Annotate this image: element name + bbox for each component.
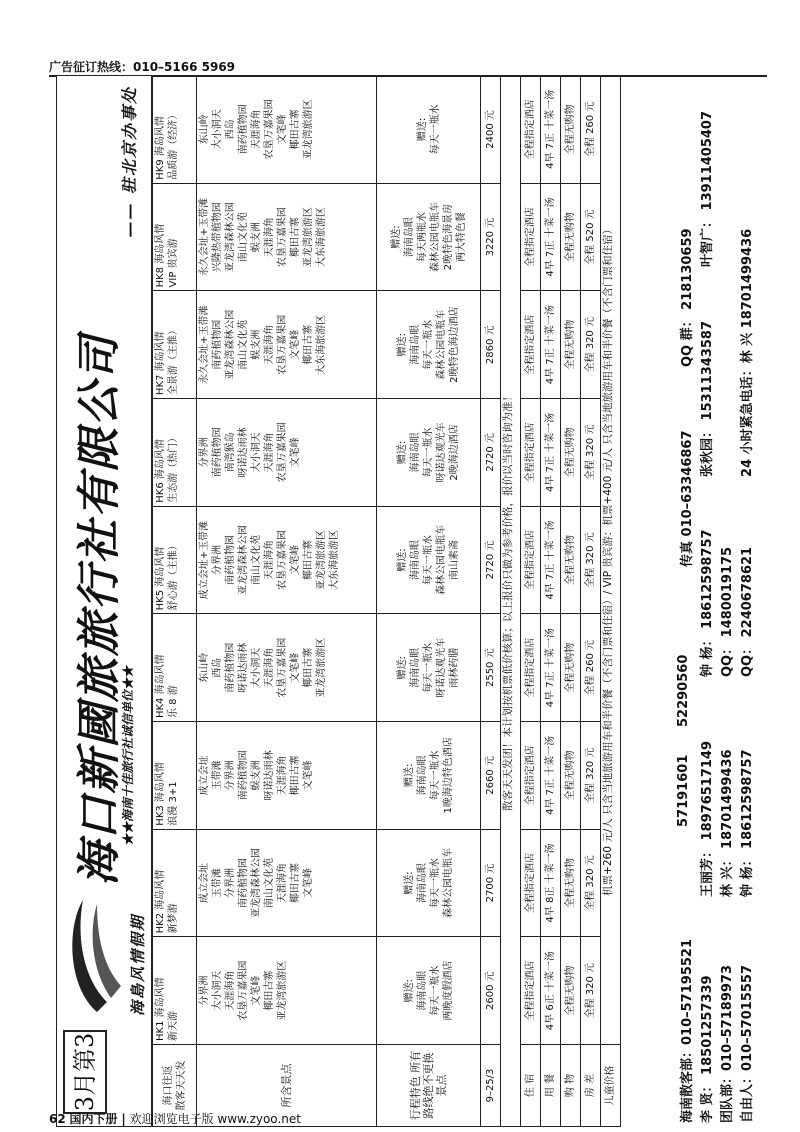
info-cell: 全程无购物 — [561, 291, 581, 399]
attraction-item: 分界洲 — [199, 975, 210, 1006]
gift-item: 海南岛眼 — [416, 863, 428, 904]
attraction-item: 天涯海角 — [264, 647, 275, 688]
gift-list — [377, 937, 481, 1045]
route-header — [153, 76, 197, 184]
attraction-item: 南药植物园 — [238, 104, 249, 155]
corner-bottom: 散客天天发 — [175, 1060, 187, 1111]
gift-item: 每天两瓶水 — [416, 212, 428, 263]
route-price: 2660 元 — [481, 722, 501, 830]
attraction-item: 大小洞天 — [251, 647, 262, 688]
advert-frame — [49, 79, 767, 1124]
gift-list — [377, 183, 481, 291]
route-header — [153, 399, 197, 507]
gift-item: 森林公园电瓶车 — [436, 525, 447, 596]
route-header — [153, 722, 197, 830]
route-code: HK8 海岛风情 — [155, 223, 166, 288]
info-cell: 4早 8正 十菜一汤 — [541, 829, 561, 937]
attraction-item: 亚龙湾旅游区 — [316, 637, 327, 698]
info-cell: 4早 6正 十菜一汤 — [541, 937, 561, 1045]
attraction-item: 农垦万嘉果园 — [277, 314, 288, 375]
gift-item: 海南岛眼 — [410, 647, 421, 688]
attraction-item: 农垦万嘉果园 — [277, 530, 288, 591]
attraction-item: 天涯海角 — [277, 755, 288, 796]
beijing-office: —— 驻北京办事处 — [120, 86, 139, 238]
attraction-item: 成立会址 — [199, 863, 210, 904]
gift-item: 呀诺达观光车 — [436, 422, 447, 483]
gift-item: 每天一瓶水 — [423, 427, 434, 478]
contact-row — [716, 75, 736, 1127]
attraction-item: 亚龙湾旅游区 — [303, 207, 314, 268]
attractions-label: 所含景点 — [197, 1045, 377, 1127]
attraction-item: 农垦万嘉果园 — [277, 422, 288, 483]
attraction-item: 呀诺达雨林 — [238, 642, 249, 693]
contact-row — [736, 75, 756, 1127]
route-name: 乐 8 游 — [168, 685, 179, 719]
attraction-item: 蜈支洲 — [251, 760, 262, 791]
gift-item: 2晚特色海边酒店 — [449, 306, 460, 383]
attraction-item: 呀诺达雨林 — [264, 750, 275, 801]
attraction-item: 文笔峰 — [290, 652, 301, 683]
route-header — [153, 937, 197, 1045]
attraction-item: 亚龙湾旅游区 — [316, 530, 327, 591]
attraction-item: 文笔峰 — [277, 114, 288, 145]
info-cell: 全程 320 元 — [581, 399, 601, 507]
info-label: 住 宿 — [521, 1045, 541, 1127]
route-name: 舒心游（主推） — [168, 540, 179, 611]
attraction-item: 椰田古寨 — [264, 970, 275, 1011]
attraction-item: 椰田古寨 — [303, 540, 314, 581]
gift-item: 海南岛眼 — [416, 755, 428, 796]
gift-item: 每天一瓶水 — [429, 858, 441, 909]
info-cell: 4早 7正 十菜一汤 — [541, 291, 561, 399]
info-cell: 全程 320 元 — [581, 829, 601, 937]
gift-list — [377, 829, 481, 937]
attraction-item: 南药植物园 — [225, 642, 236, 693]
gift-item: 赠送: — [397, 548, 408, 572]
company-name: 海口新國旅旅行社有限公司 — [74, 334, 125, 886]
info-cell: 全程无购物 — [561, 399, 581, 507]
info-cell: 全程 320 元 — [581, 506, 601, 614]
attraction-item: 天涯海角 — [264, 324, 275, 365]
child-price-label: 儿童价格 — [601, 1045, 621, 1127]
info-label: 房 差 — [581, 1045, 601, 1127]
info-cell: 4早 7正 十菜一汤 — [541, 506, 561, 614]
info-cell: 4早 7正 十菜一汤 — [541, 614, 561, 722]
gift-item: 赠送: — [403, 763, 415, 788]
attraction-item: 大东海旅游区 — [329, 530, 340, 591]
attraction-item: 玉带滩 — [212, 760, 223, 791]
free-travel-phone: 自由人：010–57015557 — [740, 965, 755, 1123]
gift-item: 海南岛眼 — [403, 217, 415, 258]
page-footer — [49, 1110, 301, 1127]
attraction-item: 蜈支洲 — [251, 329, 262, 360]
phone-3: 52290560 — [676, 654, 691, 727]
gift-list — [377, 291, 481, 399]
fax-number: 传真 010–63346867 — [680, 430, 695, 567]
qq-group: QQ 群： 218130659 — [680, 228, 695, 367]
attraction-item: 南山文化苑 — [238, 319, 249, 370]
date-range: 9–25/3 — [481, 1045, 501, 1127]
gift-list — [377, 506, 481, 614]
gift-item: 赠送: — [403, 871, 415, 895]
attraction-item: 永久会址+玉带滩 — [199, 197, 210, 277]
banner-tagline: 海島风情假期 — [129, 913, 147, 1016]
pricing-note: 散客天天发团！本计划按机票低价核算；以上报价只做为参考价格，报价以当时咨询为准！ — [501, 76, 521, 1127]
gift-item: 海南岛眼 — [410, 432, 421, 473]
contact-person: 叶智广： 13911405407 — [700, 110, 715, 267]
attraction-item: 分界洲 — [225, 760, 236, 791]
attraction-item: 南药植物园 — [238, 750, 249, 801]
corner-top: 海口往返 — [162, 1065, 174, 1106]
attraction-item: 南药植物园 — [212, 427, 223, 478]
contact-person: 李 贤： 18501257339 — [700, 975, 715, 1123]
info-cell: 全程指定酒店 — [521, 76, 541, 184]
info-cell: 全程指定酒店 — [521, 937, 541, 1045]
attraction-item: 天涯海角 — [264, 217, 275, 258]
gift-item: 每天一瓶水 — [423, 535, 434, 586]
gift-list — [377, 76, 481, 184]
attraction-item: 南药植物园 — [225, 535, 236, 586]
attraction-item: 永久会址+玉带滩 — [199, 305, 210, 384]
info-label: 用 餐 — [541, 1045, 561, 1127]
info-cell: 全程指定酒店 — [521, 614, 541, 722]
info-cell: 全程指定酒店 — [521, 722, 541, 830]
attraction-item: 椰田古寨 — [290, 755, 301, 796]
gift-item: 每天一瓶水 — [429, 750, 441, 801]
attraction-list — [197, 829, 377, 937]
attraction-item: 文笔峰 — [251, 975, 262, 1006]
ad-hotline: 广告征订热线：010–5166 5969 — [49, 60, 236, 74]
gift-item: 赠送: — [397, 333, 408, 357]
attraction-item: 呀诺达雨林 — [238, 427, 249, 478]
route-name: 新天游 — [168, 1011, 179, 1041]
footer-link[interactable]: 欢迎浏览电子版 www.zyoo.net — [129, 1112, 301, 1126]
banner-slogan: ★★海南十佳旅行社诚信单位★★ — [121, 665, 135, 846]
attraction-item: 亚龙湾旅游区 — [303, 99, 314, 160]
gift-item: 1晚海边特色酒店 — [442, 737, 454, 814]
route-code: HK7 海岛风情 — [155, 331, 166, 396]
gift-item: 每天一瓶水 — [423, 319, 434, 370]
attraction-item: 大小洞天 — [251, 432, 262, 473]
gift-item: 两大特色餐 — [455, 212, 467, 263]
gift-list — [377, 614, 481, 722]
gift-item: 森林公园电瓶车 — [429, 202, 441, 273]
attraction-item: 文笔峰 — [290, 545, 301, 576]
gift-item: 海南岛眼 — [416, 970, 428, 1011]
page-number: 62 — [49, 1112, 66, 1126]
route-code: HK9 海岛风情 — [155, 116, 166, 180]
route-header — [153, 291, 197, 399]
route-code: HK4 海岛风情 — [155, 654, 166, 719]
attraction-item: 大小洞天 — [212, 970, 223, 1011]
info-label: 购 物 — [561, 1045, 581, 1127]
info-cell: 4早 7正 十菜一汤 — [541, 183, 561, 291]
attraction-item: 天涯海角 — [264, 432, 275, 473]
attraction-item: 南湾猴岛 — [225, 432, 236, 473]
info-cell: 全程无购物 — [561, 937, 581, 1045]
gift-item: 森林公园电瓶车 — [436, 309, 447, 380]
contact-row — [696, 75, 716, 1127]
info-cell: 全程 260 元 — [581, 614, 601, 722]
gift-item: 呀诺达观光车 — [436, 637, 447, 698]
info-cell: 全程无购物 — [561, 614, 581, 722]
route-price: 2400 元 — [481, 76, 501, 184]
attraction-item: 椰田古寨 — [303, 324, 314, 365]
attraction-item: 南药植物园 — [212, 319, 223, 370]
attraction-item: 玉带滩 — [212, 868, 223, 899]
attraction-list — [197, 722, 377, 830]
info-cell: 4早 7正 十菜一汤 — [541, 722, 561, 830]
route-name: 品质游（经济） — [168, 109, 179, 180]
footer-separator: | — [121, 1112, 126, 1126]
banner — [56, 75, 152, 1127]
child-price-note: 机票+260 元/人 只含当地旅游用车和半价餐（不含门票和住宿）/ VIP 贵宾游：机票+400 元/人 只含当地旅游用车和半价餐（不含门票和住宿） — [601, 76, 621, 1045]
contacts — [676, 75, 756, 1127]
route-name: 浪漫 3+1 — [168, 781, 179, 826]
gift-list — [377, 399, 481, 507]
attraction-item: 大东海旅游区 — [316, 314, 327, 375]
route-table — [152, 75, 621, 1127]
attraction-item: 东山岭 — [199, 652, 210, 683]
route-header — [153, 183, 197, 291]
gift-item: 每天一瓶水 — [423, 642, 434, 693]
info-cell: 全程指定酒店 — [521, 291, 541, 399]
attraction-item: 成立会址+玉带滩 — [199, 520, 210, 600]
route-name: VIP 贵宾游 — [168, 238, 179, 288]
attraction-item: 农垦万嘉果园 — [277, 637, 288, 698]
attraction-item: 南山文化苑 — [251, 535, 262, 586]
info-cell: 全程指定酒店 — [521, 506, 541, 614]
attraction-list — [197, 614, 377, 722]
gift-list — [377, 722, 481, 830]
info-cell: 全程指定酒店 — [521, 183, 541, 291]
attraction-item: 西岛 — [212, 657, 223, 678]
gift-item: 2晚特色海景房 — [442, 203, 454, 271]
scattered-dept-phone: 海南散客部：010–57195521 — [680, 939, 695, 1123]
route-header — [153, 614, 197, 722]
route-price: 2700 元 — [481, 829, 501, 937]
info-cell: 全程无购物 — [561, 722, 581, 830]
gift-item: 雨林药膳 — [449, 647, 460, 688]
attraction-item: 椰田古寨 — [303, 647, 314, 688]
contact-person: 林 兴： 18701499436 — [720, 749, 735, 897]
swoosh-logo-icon — [63, 896, 127, 1016]
features-label: 行程特色 所有路线绝不更换景点 — [377, 1045, 481, 1127]
emergency-phone: 24 小时紧急电话：林 兴 18701499436 — [740, 228, 755, 477]
month-label: 3月第3 — [63, 1030, 107, 1114]
qq-number: QQ： 2240678621 — [740, 546, 755, 677]
gift-item: 赠送: — [416, 117, 428, 142]
attraction-item: 天涯海角 — [225, 970, 236, 1011]
route-price: 2720 元 — [481, 399, 501, 507]
attraction-item: 分界洲 — [199, 437, 210, 468]
attraction-item: 蜈支洲 — [251, 222, 262, 253]
gift-item: 森林公园电瓶车 — [442, 848, 454, 919]
route-price: 2720 元 — [481, 506, 501, 614]
attraction-item: 文笔峰 — [290, 437, 301, 468]
attraction-item: 天涯海角 — [264, 540, 275, 581]
info-cell: 4早 7正 十菜一汤 — [541, 399, 561, 507]
contact-row — [676, 75, 696, 1127]
info-cell: 全程指定酒店 — [521, 399, 541, 507]
info-cell: 全程无购物 — [561, 76, 581, 184]
attraction-list — [197, 399, 377, 507]
attraction-list — [197, 183, 377, 291]
route-code: HK1 海岛风情 — [155, 977, 166, 1041]
route-price: 2860 元 — [481, 291, 501, 399]
contact-person: 钟 杨： 18612598757 — [740, 749, 755, 897]
attraction-item: 农垦万嘉果园 — [277, 207, 288, 268]
route-code: HK5 海岛风情 — [155, 546, 166, 611]
attraction-list — [197, 76, 377, 184]
attraction-item: 椰田古寨 — [290, 109, 301, 150]
attraction-item: 农垦万嘉果园 — [264, 99, 275, 160]
attraction-item: 东山岭 — [199, 114, 210, 145]
info-cell: 全程无购物 — [561, 183, 581, 291]
gift-item: 每天一瓶水 — [429, 965, 441, 1016]
info-cell: 全程无购物 — [561, 829, 581, 937]
attraction-item: 南山文化苑 — [264, 858, 275, 909]
attraction-item: 分界洲 — [212, 545, 223, 576]
attraction-item: 亚龙湾森林公园 — [238, 525, 249, 596]
info-cell: 全程 320 元 — [581, 937, 601, 1045]
contact-person: 张秋园： 15311343587 — [700, 320, 715, 477]
gift-item: 赠送: — [390, 225, 402, 249]
attraction-item: 西岛 — [225, 119, 236, 140]
route-code: HK3 海岛风情 — [155, 762, 166, 826]
gift-item: 赠送: — [397, 440, 408, 465]
attraction-item: 文笔峰 — [290, 329, 301, 360]
route-code: HK6 海岛风情 — [155, 439, 166, 503]
info-cell: 全程 320 元 — [581, 291, 601, 399]
attraction-item: 分界洲 — [225, 868, 236, 899]
attraction-item: 大东海旅游区 — [316, 207, 327, 268]
info-cell: 全程 520 元 — [581, 183, 601, 291]
section-name: 国内下册 — [69, 1112, 118, 1126]
attraction-item: 亚龙湾森林公园 — [225, 202, 236, 273]
gift-item: 2晚海边酒店 — [449, 424, 460, 481]
info-cell: 全程 260 元 — [581, 76, 601, 184]
attraction-item: 大小洞天 — [212, 109, 223, 150]
attraction-list — [197, 506, 377, 614]
attraction-item: 亚龙湾森林公园 — [225, 309, 236, 380]
attraction-item: 成立会址 — [199, 755, 210, 796]
route-name: 生态游（热门） — [168, 432, 179, 503]
route-price: 3220 元 — [481, 183, 501, 291]
route-code: HK2 海岛风情 — [155, 869, 166, 934]
gift-item: 赠送: — [397, 656, 408, 680]
attraction-item: 南药植物园 — [238, 858, 249, 909]
gift-item: 海南岛眼 — [410, 324, 421, 365]
info-cell: 全程 320 元 — [581, 722, 601, 830]
attraction-item: 农垦万嘉果园 — [238, 960, 249, 1021]
attraction-item: 亚龙湾旅游区 — [277, 960, 288, 1021]
attraction-item: 天涯海角 — [277, 863, 288, 904]
gift-item: 南山素斋 — [449, 540, 460, 581]
attraction-item: 椰田古寨 — [290, 217, 301, 258]
attraction-item: 文笔峰 — [303, 868, 314, 899]
gift-item: 海南岛眼 — [410, 540, 421, 581]
rotated-content — [56, 75, 760, 1127]
info-cell: 4早 7正 十菜一汤 — [541, 76, 561, 184]
route-price: 2600 元 — [481, 937, 501, 1045]
attraction-item: 文笔峰 — [303, 760, 314, 791]
info-cell: 全程指定酒店 — [521, 829, 541, 937]
gift-item: 赠送: — [403, 978, 415, 1003]
route-header — [153, 506, 197, 614]
contact-person: 王丽芳： 18976517149 — [700, 740, 715, 897]
qq-number: QQ： 1480019175 — [720, 546, 735, 677]
route-header — [153, 829, 197, 937]
gift-item: 每天一瓶水 — [429, 104, 441, 155]
attraction-item: 椰田古寨 — [290, 863, 301, 904]
attraction-item: 南山文化苑 — [238, 212, 249, 263]
attraction-item: 亚龙湾森林公园 — [251, 848, 262, 919]
attraction-list — [197, 937, 377, 1045]
gift-item: 两晚度假酒店 — [442, 960, 454, 1021]
info-cell: 全程无购物 — [561, 506, 581, 614]
group-dept-phone: 团队部：010–57189973 — [720, 965, 735, 1123]
attraction-list — [197, 291, 377, 399]
contact-person: 钟 杨： 18612598757 — [700, 529, 715, 677]
route-name: 新梦游 — [168, 903, 179, 934]
route-name: 全景游（主推） — [168, 325, 179, 396]
attraction-item: 兴隆热带植物园 — [212, 202, 223, 273]
attraction-item: 天涯海角 — [251, 109, 262, 150]
route-price: 2550 元 — [481, 614, 501, 722]
phone-2: 57191601 — [676, 754, 691, 827]
